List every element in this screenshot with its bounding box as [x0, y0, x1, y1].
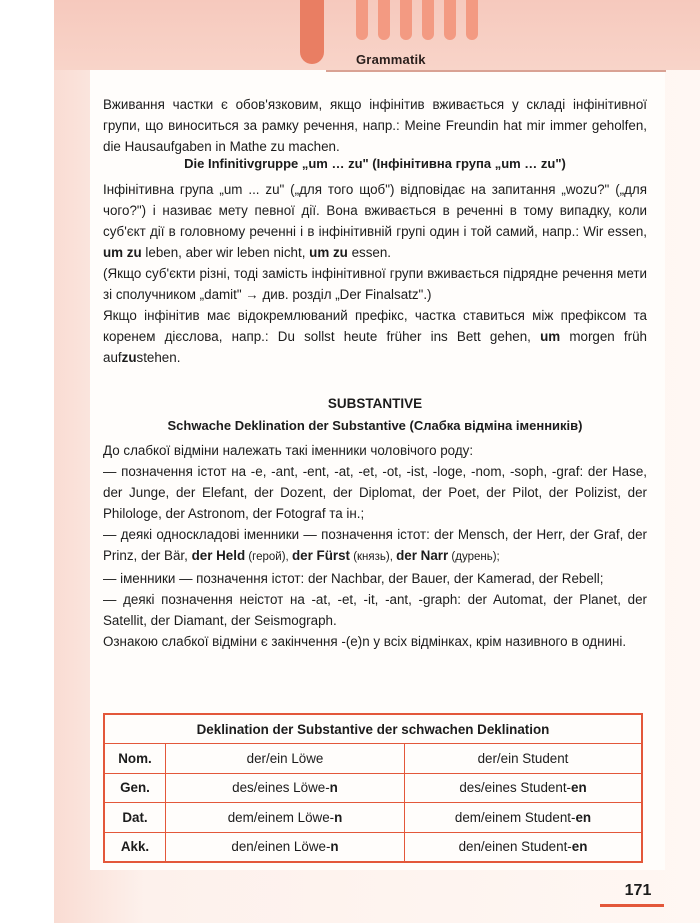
- substantive-heading: SUBSTANTIVE: [327, 396, 423, 411]
- tab-stripe: [378, 0, 390, 40]
- text-run: — деякі односкладові іменники — позначення істот: der Mensch, der Herr, der Graf, der Prinz, der Bär,: [103, 527, 647, 563]
- declension-table: [103, 713, 643, 863]
- case-label: Nom.: [104, 744, 166, 773]
- emphasis: um zu: [103, 245, 142, 260]
- cell-stem: dem/einem Student-: [454, 809, 576, 825]
- section-label: Grammatik: [356, 52, 426, 67]
- emphasis: zu: [121, 350, 137, 365]
- text-run: Інфінітивна група „um ... zu" („для того щоб") відповідає на запитання „wozu?" („для чого?") і називає мету певної дії. Вона вживається в реченні в тому випадку, коли суб'єкт дії в головному реченні і в інфінітивній групі один і той самий, напр.: Wir essen,: [103, 182, 647, 239]
- emphasis: der Held: [191, 548, 246, 563]
- header-divider: [326, 70, 666, 72]
- intro-text: Вживання частки є обов'язковим, якщо інфінітив вживається у складі інфінітивної групи, що виноситься за рамку речення, напр.: Meine Freundin hat mir immer geholfen, die Hausaufgaben in Mathe zu machen.: [103, 97, 647, 154]
- text-run: stehen.: [136, 350, 181, 365]
- table-cell: [166, 773, 405, 802]
- substantive-item-2: [103, 524, 647, 568]
- substantive-body: [103, 440, 647, 652]
- table-cell: [166, 744, 405, 773]
- substantive-item-1: — позначення істот на -e, -ant, -ent, -at, -et, -ot, -ist, -loge, -nom, -soph, -graf: der Hase, der Junge, der Elefant, der Dozent, der Diplomat, der Poet, der Pilot, der Polizist, der Philologe, der Astronom, der Fotograf та ін.;: [103, 464, 647, 521]
- tab-stripe: [466, 0, 478, 40]
- cell-ending: n: [330, 839, 339, 855]
- cell-stem: den/einen Student-: [458, 839, 572, 855]
- substantive-item-4: — деякі позначення неістот на -at, -et, -it, -ant, -graph: der Automat, der Planet, der Satellit, der Diamant, der Seismograph.: [103, 592, 647, 628]
- text-run: leben, aber wir leben nicht,: [141, 245, 310, 260]
- infinitivgruppe-paragraph-2: (Якщо суб'єкти різні, тоді замість інфінітивної групи вживається підрядне речення мети зі сполучником „damit" → див. розділ „Der Finalsatz".): [103, 266, 647, 302]
- cell-ending: n: [334, 809, 343, 825]
- text-run: morgen früh auf: [103, 329, 647, 365]
- text-run: Якщо інфінітив має відокремлюваний префікс, частка ставиться між префіксом та коренем дієслова, напр.: Du sollst heute früher ins Bett gehen,: [103, 308, 647, 344]
- cell-ending: en: [575, 809, 592, 825]
- infinitivgruppe-body: [103, 179, 647, 368]
- text-run: essen.: [347, 245, 392, 260]
- table-cell: [405, 832, 643, 862]
- cell-stem: den/einen Löwe-: [231, 839, 331, 855]
- table-header-row: [104, 714, 642, 744]
- substantive-subheading: Schwache Deklination der Substantive (Слабка відміна іменників): [167, 418, 583, 433]
- case-label: Dat.: [104, 803, 166, 832]
- emphasis: um: [540, 329, 561, 344]
- emphasis: der Fürst: [291, 548, 350, 563]
- cell-ending: en: [571, 780, 587, 796]
- table-cell: [166, 803, 405, 832]
- case-label: Gen.: [104, 773, 166, 802]
- cell-ending: n: [329, 780, 338, 796]
- text-run: (князь),: [350, 551, 397, 563]
- infinitivgruppe-paragraph-3: [103, 305, 647, 368]
- case-label: Akk.: [104, 832, 166, 862]
- text-run: (герой),: [245, 551, 292, 563]
- table-cell: [405, 803, 643, 832]
- table-row: [104, 803, 642, 832]
- tab-stripe: [356, 0, 368, 40]
- tab-stripe: [400, 0, 412, 40]
- cell-stem: der/ein Löwe: [246, 751, 324, 767]
- table-cell: [166, 832, 405, 862]
- table-cell: [405, 773, 643, 802]
- cell-stem: der/ein Student: [477, 751, 569, 767]
- table-row: [104, 832, 642, 862]
- infinitivgruppe-paragraph-1: [103, 179, 647, 263]
- page-number: 171: [624, 882, 652, 899]
- tab-stripe: [422, 0, 434, 40]
- table-title: Deklination der Substantive der schwachen Deklination: [104, 714, 642, 744]
- text-run: (дурень);: [448, 551, 500, 563]
- substantive-lead: До слабкої відміни належать такі іменники чоловічого роду:: [103, 443, 474, 458]
- page-edge: [0, 0, 54, 923]
- tab-stripe: [444, 0, 456, 40]
- cell-ending: en: [571, 839, 588, 855]
- cell-stem: des/eines Student-: [459, 780, 572, 796]
- table-row: [104, 744, 642, 773]
- emphasis: der Narr: [396, 548, 449, 563]
- page-number-underline: [600, 904, 664, 907]
- tab-pill: [300, 0, 324, 64]
- table-cell: [405, 744, 643, 773]
- intro-paragraph: [103, 94, 647, 157]
- substantive-closing: Ознакою слабкої відміни є закінчення -(e)n у всіх відмінках, крім називного в однині.: [103, 634, 627, 649]
- substantive-item-3: — іменники — позначення істот: der Nachbar, der Bauer, der Kamerad, der Rebell;: [103, 571, 604, 586]
- infinitivgruppe-title: Die Infinitivgruppe „um … zu" (Інфінітивна група „um … zu"): [184, 156, 566, 171]
- emphasis: um zu: [309, 245, 348, 260]
- table-row: [104, 773, 642, 802]
- cell-stem: dem/einem Löwe-: [227, 809, 335, 825]
- section-tab-decoration: [300, 0, 620, 70]
- cell-stem: des/eines Löwe-: [232, 780, 330, 796]
